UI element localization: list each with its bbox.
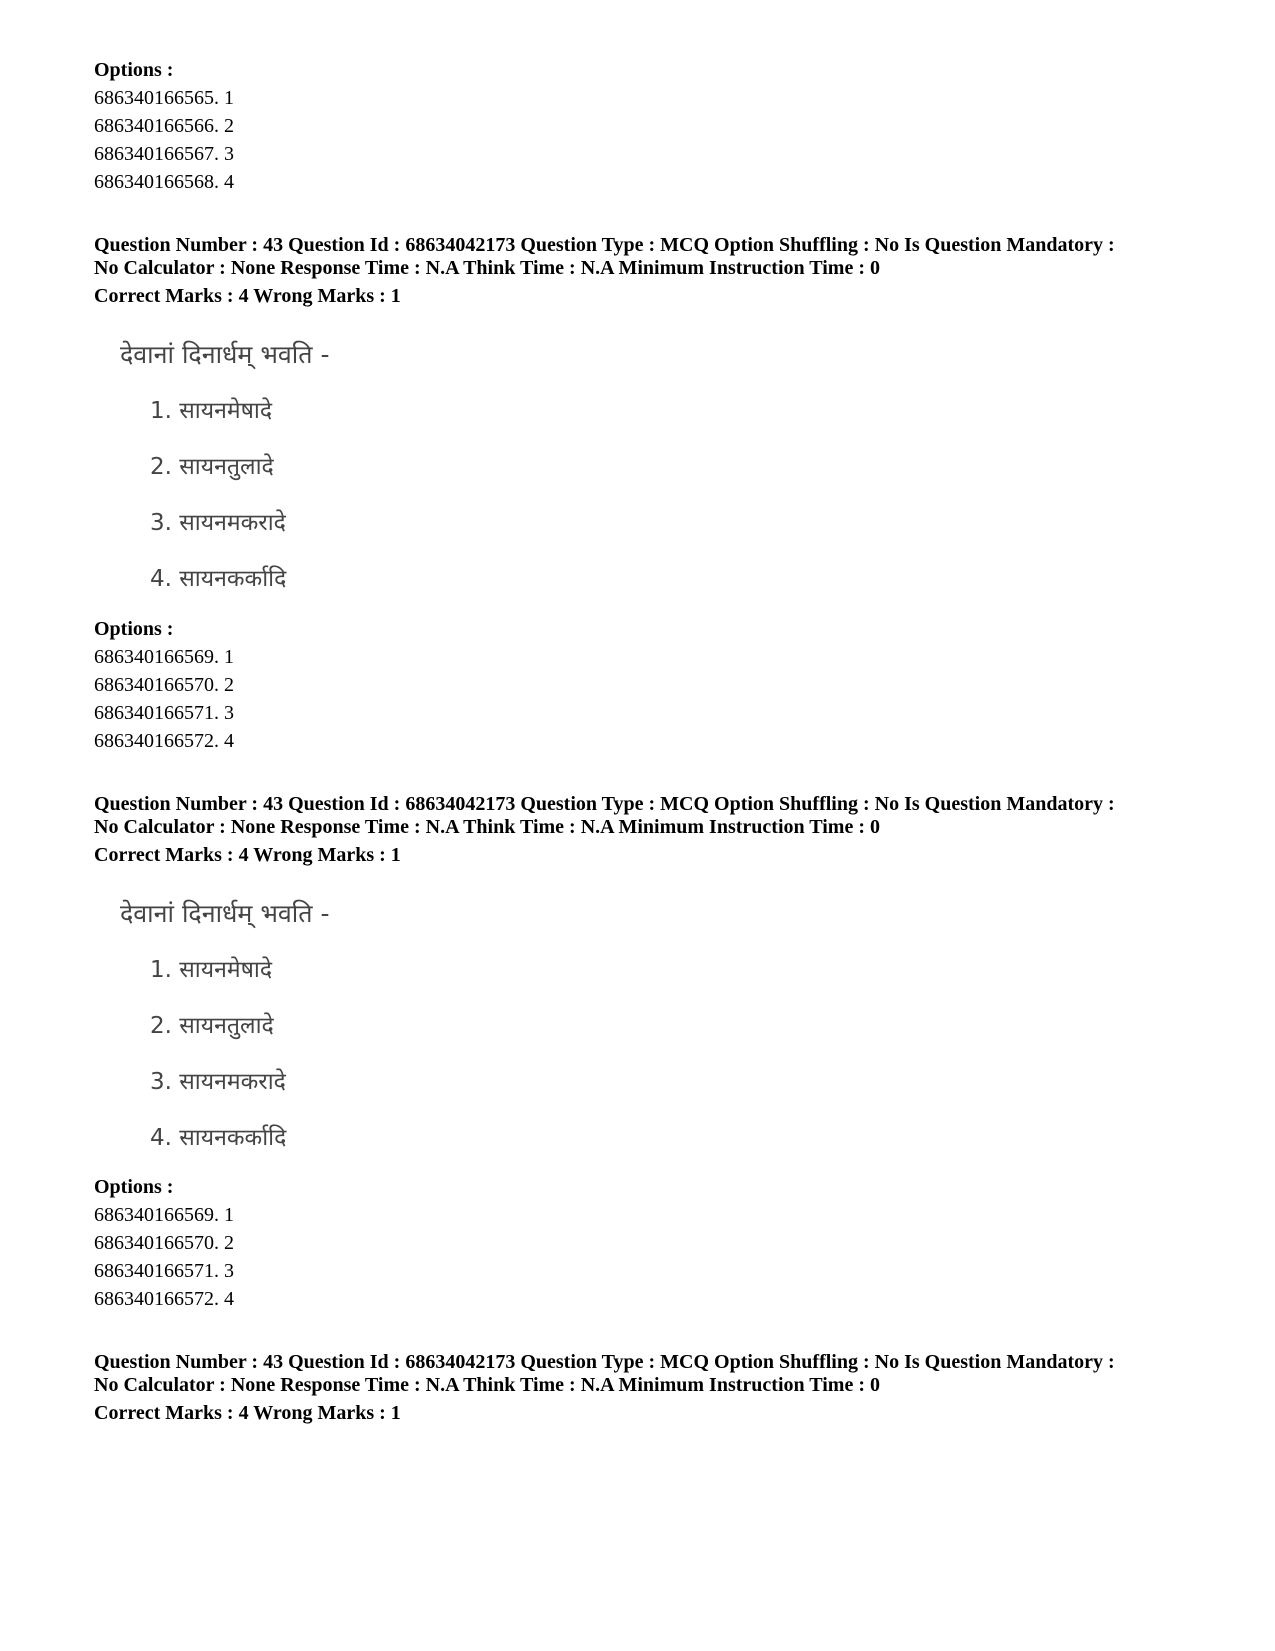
option-item: 686340166569. 1 [94,1204,234,1226]
question-meta-line1: Question Number : 43 Question Id : 68634042173 Question Type : MCQ Option Shuffling : No Is Question Mandatory : [94,1351,1115,1373]
question-meta-line2: No Calculator : None Response Time : N.A Think Time : N.A Minimum Instruction Time : 0 [94,816,880,838]
choice-item: 4. सायनकर्कादि [150,566,287,592]
option-item: 686340166565. 1 [94,87,234,109]
question-image [94,897,434,1187]
question-text: देवानां दिनार्धम् भवति - [120,340,330,369]
option-item: 686340166568. 4 [94,171,234,193]
option-item: 686340166572. 4 [94,1288,234,1310]
options-heading: Options : [94,1176,174,1198]
option-item: 686340166570. 2 [94,1232,234,1254]
question-image [94,338,434,628]
option-item: 686340166572. 4 [94,730,234,752]
question-meta-line2: No Calculator : None Response Time : N.A Think Time : N.A Minimum Instruction Time : 0 [94,257,880,279]
question-meta-line1: Question Number : 43 Question Id : 68634042173 Question Type : MCQ Option Shuffling : No Is Question Mandatory : [94,234,1115,256]
question-meta-line2: No Calculator : None Response Time : N.A Think Time : N.A Minimum Instruction Time : 0 [94,1374,880,1396]
question-marks: Correct Marks : 4 Wrong Marks : 1 [94,1402,401,1424]
option-item: 686340166569. 1 [94,646,234,668]
option-item: 686340166571. 3 [94,1260,234,1282]
option-item: 686340166566. 2 [94,115,234,137]
choice-item: 3. सायनमकरादे [150,1069,286,1095]
option-item: 686340166571. 3 [94,702,234,724]
question-marks: Correct Marks : 4 Wrong Marks : 1 [94,285,401,307]
options-heading: Options : [94,618,174,640]
choice-item: 2. सायनतुलादे [150,1013,274,1039]
option-item: 686340166570. 2 [94,674,234,696]
question-meta-line1: Question Number : 43 Question Id : 68634042173 Question Type : MCQ Option Shuffling : No Is Question Mandatory : [94,793,1115,815]
question-text: देवानां दिनार्धम् भवति - [120,899,330,928]
choice-item: 4. सायनकर्कादि [150,1125,287,1151]
choice-item: 1. सायनमेषादे [150,957,273,983]
choice-item: 1. सायनमेषादे [150,398,273,424]
choice-item: 3. सायनमकरादे [150,510,286,536]
options-heading: Options : [94,59,174,81]
option-item: 686340166567. 3 [94,143,234,165]
question-marks: Correct Marks : 4 Wrong Marks : 1 [94,844,401,866]
choice-item: 2. सायनतुलादे [150,454,274,480]
